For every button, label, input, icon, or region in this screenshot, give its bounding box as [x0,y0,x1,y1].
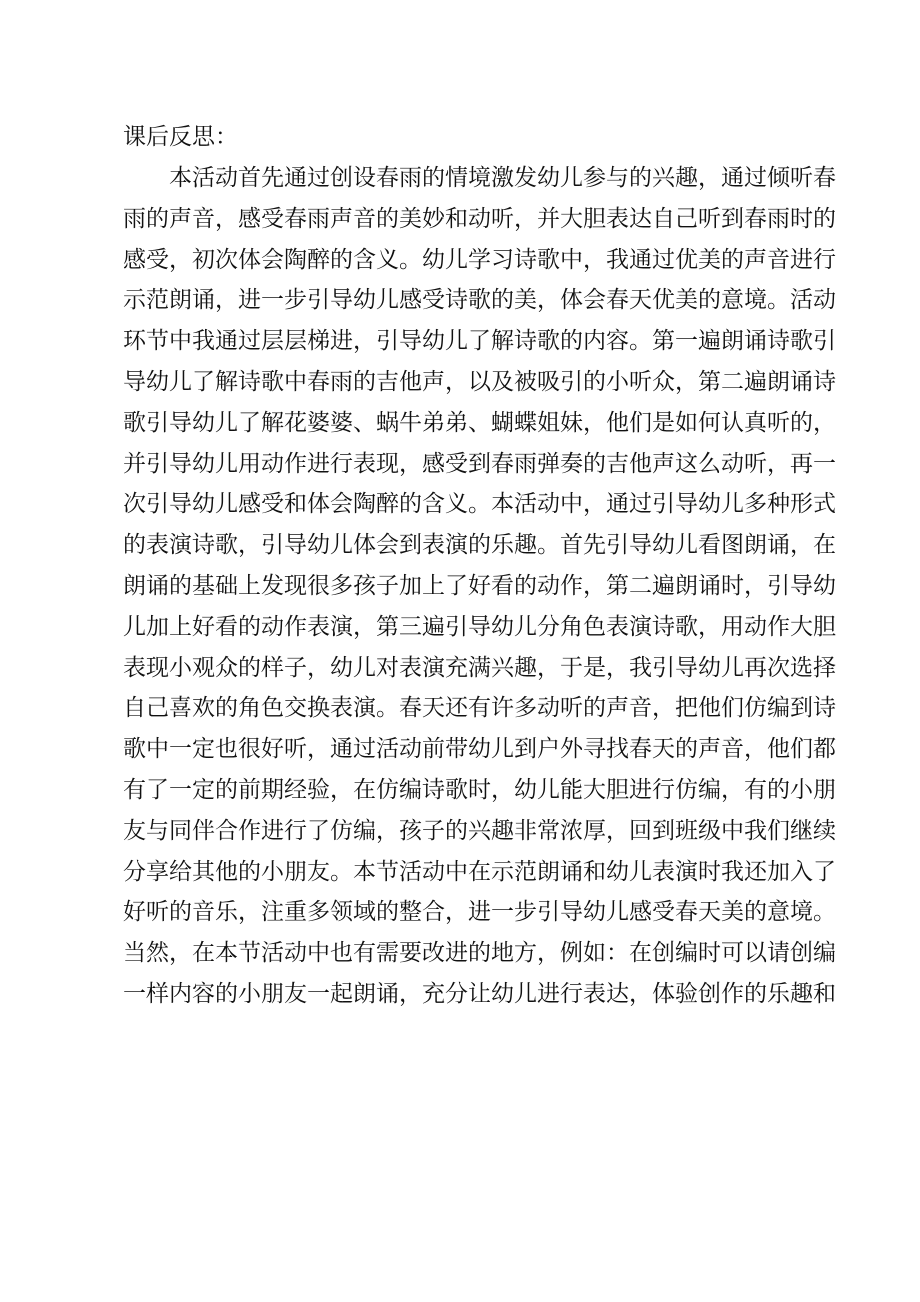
section-heading: 课后反思： [123,124,238,150]
paragraph-line: 儿加上好看的动作表演，第三遍引导幼儿分角色表演诗歌，用动作大胆 [123,613,836,640]
paragraph-line: 当然，在本节活动中也有需要改进的地方，例如：在创编时可以请创编 [123,940,836,967]
paragraph-line: 一样内容的小朋友一起朗诵，充分让幼儿进行表达，体验创作的乐趣和 [123,980,836,1007]
paragraph-line: 感受，初次体会陶醉的含义。幼儿学习诗歌中，我通过优美的声音进行 [123,246,836,273]
paragraph-line: 雨的声音，感受春雨声音的美妙和动听，并大胆表达自己听到春雨时的 [123,205,836,232]
paragraph-line: 示范朗诵，进一步引导幼儿感受诗歌的美，体会春天优美的意境。活动 [123,287,836,314]
paragraph-line: 表现小观众的样子，幼儿对表演充满兴趣，于是，我引导幼儿再次选择 [123,654,836,681]
paragraph-line: 本活动首先通过创设春雨的情境激发幼儿参与的兴趣，通过倾听春 [169,165,836,191]
paragraph-line: 自己喜欢的角色交换表演。春天还有许多动听的声音，把他们仿编到诗 [123,695,836,722]
paragraph-line: 的表演诗歌，引导幼儿体会到表演的乐趣。首先引导幼儿看图朗诵，在 [123,532,836,559]
paragraph-line: 并引导幼儿用动作进行表现，感受到春雨弹奏的吉他声这么动听，再一 [123,450,836,477]
reflection-paragraph [123,158,836,1015]
paragraph-line: 友与同伴合作进行了仿编，孩子的兴趣非常浓厚，回到班级中我们继续 [123,817,836,844]
paragraph-line: 次引导幼儿感受和体会陶醉的含义。本活动中，通过引导幼儿多种形式 [123,491,836,518]
paragraph-line: 导幼儿了解诗歌中春雨的吉他声，以及被吸引的小听众，第二遍朗诵诗 [123,368,836,395]
paragraph-line: 歌引导幼儿了解花婆婆、蜗牛弟弟、蝴蝶姐妹，他们是如何认真听的， [123,409,836,436]
paragraph-line: 好听的音乐，注重多领域的整合，进一步引导幼儿感受春天美的意境。 [123,899,836,926]
paragraph-line: 朗诵的基础上发现很多孩子加上了好看的动作，第二遍朗诵时，引导幼 [123,572,836,599]
paragraph-line: 歌中一定也很好听，通过活动前带幼儿到户外寻找春天的声音，他们都 [123,736,836,763]
paragraph-line: 环节中我通过层层梯进，引导幼儿了解诗歌的内容。第一遍朗诵诗歌引 [123,328,836,355]
paragraph-line: 有了一定的前期经验，在仿编诗歌时，幼儿能大胆进行仿编，有的小朋 [123,776,836,803]
paragraph-line: 分享给其他的小朋友。本节活动中在示范朗诵和幼儿表演时我还加入了 [123,858,836,885]
